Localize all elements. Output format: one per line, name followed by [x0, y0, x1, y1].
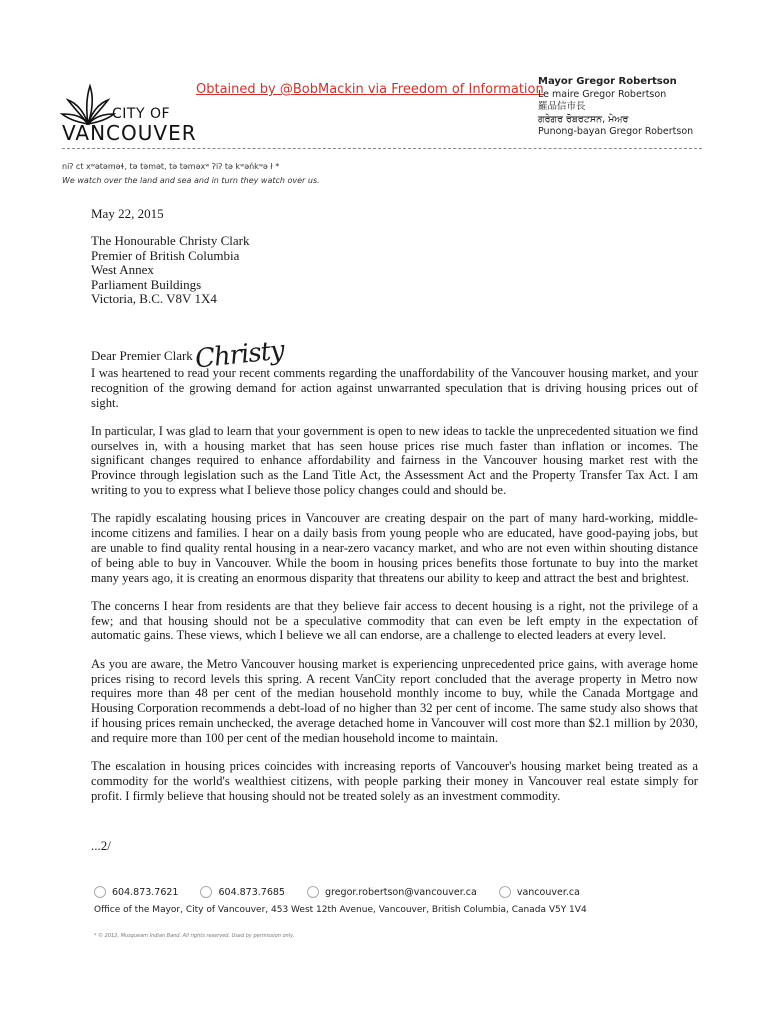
logo-city-text: CITY OF: [112, 106, 171, 122]
mayor-title-zh: 羅品信市長: [538, 101, 586, 112]
paragraph: I was heartened to read your recent comments regarding the unaffordability of the Vancouver housing market, and your recognition of the growing demand for action against unwarranted speculation that is driving housing prices out of sight.: [91, 366, 698, 410]
paragraph: As you are aware, the Metro Vancouver housing market is experiencing unprecedented price gains, with average home prices rising to record levels this spring. A recent VanCity report concluded that the average property in Metro now requires more than 48 per cent of the median household monthly income to buy, while the Canada Mortgage and Housing Corporation recommends a debt-load of no higher than 32 per cent of income. The same study also shows that if housing prices remain unchecked, the average detached home in Vancouver will cost more than $2.1 million by 2030, and require more than 100 per cent of the median household income to maintain.: [91, 656, 698, 745]
motto-native: niʔ ct xʷətəməɬ, tə təmət, tə təməxʷ ʔiʔ tə kʷəńkʷə ł *: [62, 162, 280, 171]
mayor-title-pa: ਗਰੇਗਰ ਰੋਬਰਟਸਨ, ਮੇਅਰ: [538, 113, 629, 125]
fax-icon: [200, 886, 212, 898]
email-item: [307, 886, 477, 898]
salutation-text: Dear Premier Clark: [91, 348, 193, 363]
globe-icon: [499, 886, 511, 898]
fax-number: 604.873.7685: [218, 886, 285, 898]
letter-date: May 22, 2015: [91, 206, 164, 221]
paragraph: The concerns I hear from residents are that they believe fair access to decent housing is a right, not the privilege of a few; and that housing should not be a speculative commodity that can even be left empty in the expectation of automatic gains. These views, which I believe we all can endorse, are a challenge to elected leaders at every level.: [91, 598, 698, 643]
office-address: Office of the Mayor, City of Vancouver, 453 West 12th Avenue, Vancouver, British Columbia, Canada V5Y 1V4: [94, 905, 587, 915]
mayor-title-fr: Le maire Gregor Robertson: [538, 88, 667, 100]
website-link[interactable]: vancouver.ca: [516, 886, 580, 898]
mayor-title-block: [538, 76, 693, 139]
address-line: Parliament Buildings: [91, 276, 202, 292]
paragraph: The rapidly escalating housing prices in Vancouver are creating despair on the part of many hard-working, middle-income citizens and families. I hear on a daily basis from young people who are educated, have good-paying jobs, but are unable to find quality rental housing in a near-zero vacancy market, and who are not even within shouting distance of being able to buy in Vancouver. While the boom in housing prices benefits those fortunate to buy into the market many years ago, it is creating an enormous disparity that threatens our ability to keep and attract the best and brightest.: [91, 511, 698, 585]
email-link[interactable]: gregor.robertson@vancouver.ca: [324, 886, 477, 898]
recipient-address: [91, 234, 250, 307]
copyright-note: * © 2012, Musqueam Indian Band. All rights reserved. Used by permission only.: [94, 933, 295, 939]
address-line: West Annex: [91, 262, 154, 278]
phone-number: 604.873.7621: [112, 886, 179, 898]
address-line: The Honourable Christy Clark: [91, 233, 250, 248]
address-line: Premier of British Columbia: [91, 247, 240, 263]
phone-item: [94, 886, 178, 898]
logo-vancouver-text: VANCOUVER: [62, 121, 197, 145]
city-logo-icon: [60, 82, 116, 126]
salutation: [91, 334, 285, 375]
footer-contacts: [94, 886, 580, 898]
page-continuation: ...2/: [91, 838, 111, 853]
email-icon: [307, 886, 319, 898]
address-line: Victoria, B.C. V8V 1X4: [91, 291, 217, 307]
mayor-title-tl: Punong-bayan Gregor Robertson: [538, 126, 694, 137]
paragraph: In particular, I was glad to learn that your government is open to new ideas to tackle the unprecedented situation we find ourselves in, with a housing market that has seen house prices rise much faster than inflation or incomes. The significant changes required to enhance affordability and fairness in the Vancouver housing market rest with the Province through legislation such as the Land Title Act, the Assessment Act and the Property Transfer Tax Act. I am writing to you to express what I believe those policy changes could and should be.: [91, 423, 698, 498]
web-item: [499, 886, 580, 898]
foi-link[interactable]: Obtained by @BobMackin via Freedom of Information: [196, 82, 544, 97]
handwritten-name: Christy: [193, 335, 285, 375]
paragraph: The escalation in housing prices coincides with increasing reports of Vancouver's housing market being treated as a commodity for the world's wealthiest citizens, with people parking their money in Vancouver real estate simply for profit. I firmly believe that housing should not be treated solely as an investment commodity.: [91, 759, 698, 803]
letter-body: [91, 366, 698, 817]
header-divider: [62, 148, 702, 149]
mayor-title-en: Mayor Gregor Robertson: [538, 76, 677, 87]
phone-icon: [94, 886, 106, 898]
motto-english: We watch over the land and sea and in turn they watch over us.: [62, 176, 320, 185]
fax-item: [200, 886, 284, 898]
